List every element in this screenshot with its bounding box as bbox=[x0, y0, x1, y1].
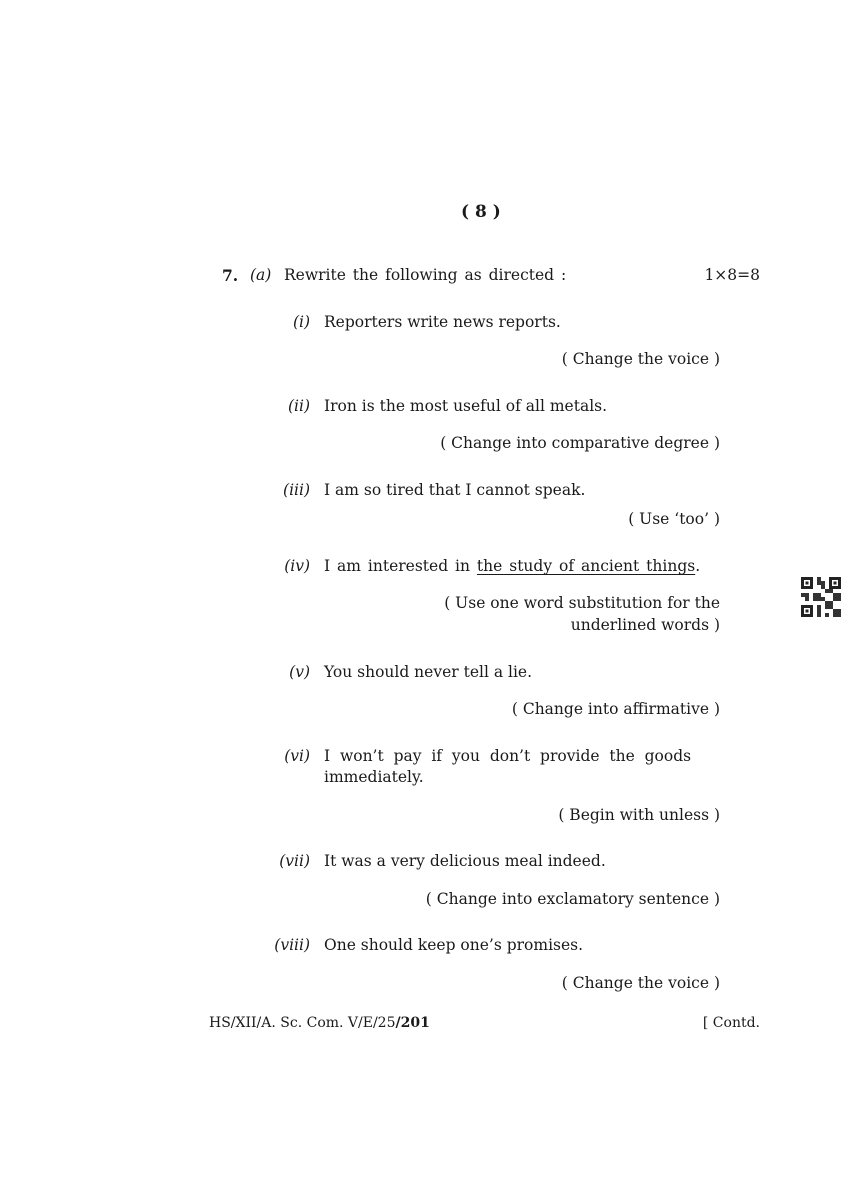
item-instruction: ( Use ‘too’ ) bbox=[628, 510, 720, 528]
item-instruction: ( Change the voice ) bbox=[561, 350, 720, 368]
question-number: 7. bbox=[222, 266, 239, 285]
item-number: (ii) bbox=[287, 397, 310, 415]
item-instruction-line2: underlined words ) bbox=[570, 616, 720, 634]
footer-contd: [ Contd. bbox=[702, 1015, 760, 1031]
item-text: You should never tell a lie. bbox=[324, 663, 533, 681]
item-instruction: ( Change the voice ) bbox=[561, 974, 720, 992]
item-instruction: ( Change into affirmative ) bbox=[511, 700, 720, 718]
footer-code-text: HS/XII/A. Sc. Com. V/E/25 bbox=[209, 1015, 396, 1031]
question-part: (a) bbox=[250, 266, 272, 284]
item-text-line2: immediately. bbox=[324, 768, 424, 786]
item-number: (viii) bbox=[274, 936, 310, 954]
item-text: Reporters write news reports. bbox=[324, 313, 561, 331]
item-text: I am so tired that I cannot speak. bbox=[324, 481, 586, 499]
footer-code-bold: /201 bbox=[395, 1015, 430, 1031]
item-instruction: ( Begin with unless ) bbox=[558, 806, 720, 824]
item-number: (iv) bbox=[284, 557, 310, 575]
underlined-text: the study of ancient things bbox=[476, 557, 696, 575]
question-marks: 1×8=8 bbox=[704, 266, 760, 284]
page-number: ( 8 ) bbox=[461, 202, 501, 222]
item-instruction: ( Change into exclamatory sentence ) bbox=[425, 890, 720, 908]
item-number: (iii) bbox=[283, 481, 310, 499]
item-instruction: ( Change into comparative degree ) bbox=[440, 434, 720, 452]
item-number: (vi) bbox=[284, 747, 310, 765]
item-instruction-line1: ( Use one word substitution for the bbox=[444, 594, 720, 612]
item-text: One should keep one’s promises. bbox=[324, 936, 584, 954]
item-text: It was a very delicious meal indeed. bbox=[324, 852, 606, 870]
text-before: I am interested in bbox=[324, 557, 477, 575]
footer-code bbox=[209, 1015, 430, 1031]
item-text: Iron is the most useful of all metals. bbox=[324, 397, 608, 415]
item-number: (vii) bbox=[279, 852, 310, 870]
question-prompt: Rewrite the following as directed : bbox=[284, 266, 567, 284]
item-text-line1: I won’t pay if you don’t provide the goods bbox=[324, 747, 692, 765]
item-number: (i) bbox=[292, 313, 310, 331]
qr-code-icon bbox=[801, 577, 841, 617]
item-number: (v) bbox=[289, 663, 310, 681]
text-after: . bbox=[695, 557, 701, 575]
item-text bbox=[324, 557, 700, 575]
